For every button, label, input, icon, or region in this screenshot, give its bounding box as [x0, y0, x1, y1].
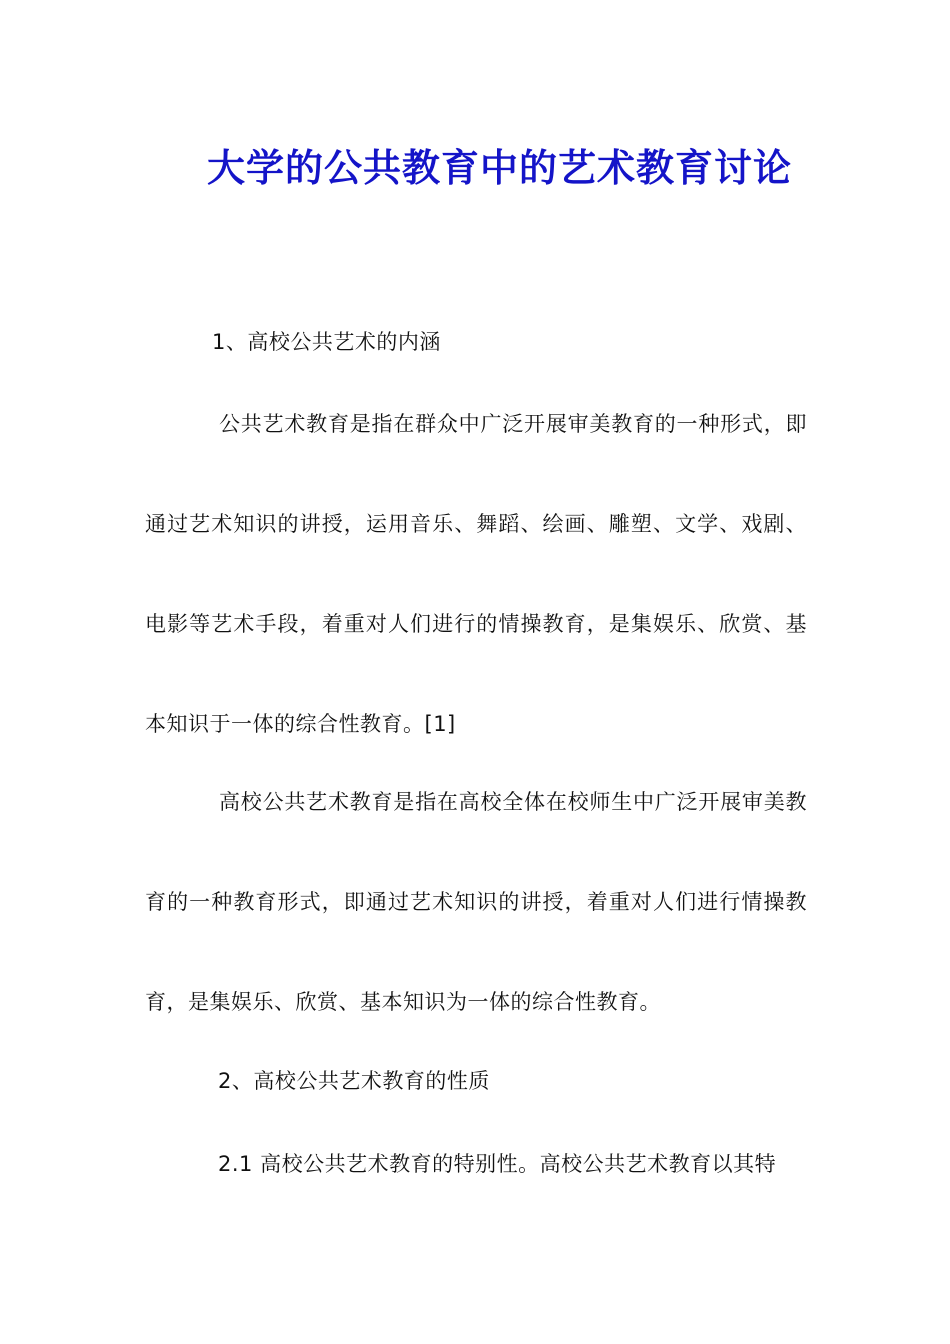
- paragraph-1: 公共艺术教育是指在群众中广泛开展审美教育的一种形式，即通过艺术知识的讲授，运用音乐、舞蹈、绘画、雕塑、文学、戏剧、电影等艺术手段，着重对人们进行的情操教育，是集娱乐、欣赏、基本知识于一体的综合性教育。[1]: [145, 412, 807, 736]
- section-heading-1: 1、高校公共艺术的内涵: [212, 330, 441, 354]
- paragraph-2: 高校公共艺术教育是指在高校全体在校师生中广泛开展审美教育的一种教育形式，即通过艺术知识的讲授，着重对人们进行情操教育，是集娱乐、欣赏、基本知识为一体的综合性教育。: [145, 790, 807, 1014]
- section-heading-2: 2、高校公共艺术教育的性质: [218, 1069, 490, 1093]
- document-title: 大学的公共教育中的艺术教育讨论: [207, 146, 793, 190]
- paragraph-3: 2.1 高校公共艺术教育的特别性。高校公共艺术教育以其特: [218, 1152, 777, 1176]
